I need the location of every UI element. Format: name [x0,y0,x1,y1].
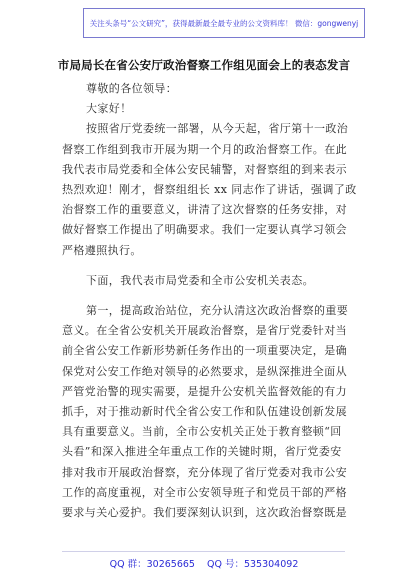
paragraph-2: 下面，我代表市局党委和全市公安机关表态。 [86,273,314,287]
salutation: 尊敬的各位领导： [86,82,178,95]
document-body [62,79,357,523]
text-line: 排对我市开展政治督察，充分体现了省厅党委对我市公安 [62,465,347,479]
text-line: 要求与关心爱护。我们要深刻认识到，这次政治督察既是 [62,506,347,520]
text-line: 按照省厅党委统一部署，从今天起，省厅第十一政治 [86,122,349,136]
banner-text: 关注头条号“公文研究”，获得最新最全最专业的公文资料库！ 微信：gongwenyj [89,18,359,28]
text-line: 严管党治警的现实需要，是提升公安机关监督效能的有力 [62,384,347,398]
paragraph-1 [62,119,357,260]
document-title: 市局局长在省公安厅政治督察工作组见面会上的表态发言 [57,58,351,72]
paragraph-3 [62,301,349,523]
text-line: 第一，提高政治站位，充分认清这次政治督察的重要 [86,304,349,318]
text-line: 做好督察工作提出了明确要求。我们一定要认真学习领会 [62,223,347,237]
header-banner [83,8,365,38]
text-line: 热烈欢迎！刚才，督察组组长 xx 同志作了讲话，强调了政 [62,183,357,197]
text-line: 具有重要意义。当前，全市公安机关正处于教育整顿“回 [62,425,342,439]
footer [0,556,408,570]
footer-qq-number: QQ 号：535304092 [206,559,299,570]
text-line: 抓手，对于推动新时代全省公安工作和队伍建设创新发展 [62,405,347,419]
text-line: 治督察工作的重要意义，讲清了这次督察的任务安排，对 [62,203,347,217]
text-line: 意义。在全省公安机关开展政治督察，是省厅党委针对当 [62,324,347,338]
text-line: 头看”和深入推进全年重点工作的关键时期，省厅党委安 [62,445,342,459]
text-line: 工作的高度重视，对全市公安领导班子和党员干部的严格 [62,485,347,499]
text-line: 严格遵照执行。 [62,243,142,257]
footer-divider [62,551,345,552]
text-line: 我代表市局党委和全体公安民辅警，对督察组的到来表示 [62,162,347,176]
text-line: 督察工作组到我市开展为期一个月的政治督察工作。在此 [62,142,347,156]
footer-qq-group: QQ 群：30265665 [109,559,195,570]
text-line: 前全省公安工作新形势新任务作出的一项重要决定，是确 [62,344,347,358]
greeting: 大家好！ [86,102,132,116]
text-line: 保党对公安工作绝对领导的必然要求，是纵深推进全面从 [62,364,347,378]
